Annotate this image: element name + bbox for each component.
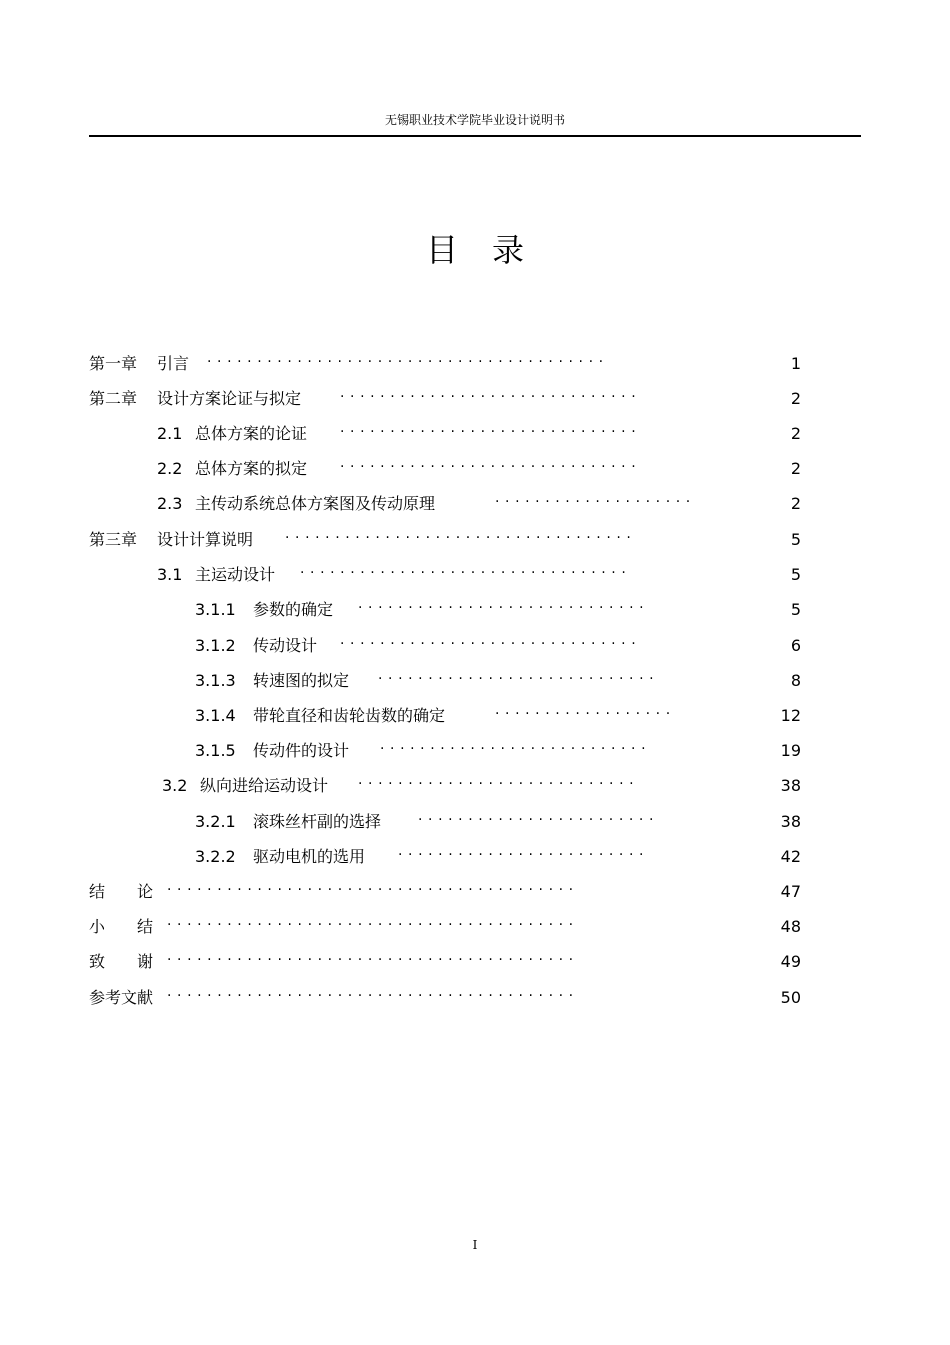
toc-entry xyxy=(0,458,950,480)
toc-dot-leader: · · · · · · · · · · · · · · · · · · · · · · · · · · · · · xyxy=(358,600,650,616)
toc-entry-number: 3.1.3 xyxy=(195,671,236,690)
toc-dot-leader: · · · · · · · · · · · · · · · · · · · · · · · · · · · · · · · · · · · xyxy=(285,530,637,546)
toc-entry-label: 转速图的拟定 xyxy=(253,671,350,690)
toc-dot-leader: · · · · · · · · · · · · · · · · · · · · · · · · · xyxy=(398,847,650,863)
toc-entry-page: 5 xyxy=(790,565,801,584)
toc-dot-leader: · · · · · · · · · · · · · · · · · · · · · · · · · · · · · · xyxy=(340,636,642,652)
toc-entry-page: 47 xyxy=(780,882,801,901)
toc-entry-page: 49 xyxy=(780,952,801,971)
toc-entry-page: 38 xyxy=(780,812,801,831)
toc-entry-number: 3.2.2 xyxy=(195,847,236,866)
toc-entry-page: 5 xyxy=(790,530,801,549)
toc-entry-label: 传动设计 xyxy=(253,636,318,655)
toc-entry xyxy=(0,846,950,868)
toc-entry-label: 参数的确定 xyxy=(253,600,334,619)
toc-entry-page: 2 xyxy=(790,494,801,513)
toc-entry-label: 总体方案的论证 xyxy=(195,424,308,443)
toc-entry-page: 2 xyxy=(790,389,801,408)
toc-entry-label: 设计计算说明 xyxy=(157,530,254,549)
toc-entry-label: 参考文献 xyxy=(89,988,154,1007)
toc-dot-leader: · · · · · · · · · · · · · · · · · · · · · · · · · · · · xyxy=(378,671,660,687)
toc-entry-number: 第二章 xyxy=(89,389,138,408)
toc-entry xyxy=(0,423,950,445)
toc-entry xyxy=(0,987,950,1009)
toc-entry-page: 12 xyxy=(780,706,801,725)
toc-entry xyxy=(0,493,950,515)
toc-entry-label: 小 结 xyxy=(89,917,154,936)
toc-entry-number: 2.1 xyxy=(157,424,183,443)
toc-entry-label: 纵向进给运动设计 xyxy=(200,776,329,795)
toc-dot-leader: · · · · · · · · · · · · · · · · · · · · · · · · · · · xyxy=(380,741,652,757)
toc-entry-page: 6 xyxy=(790,636,801,655)
toc-dot-leader: · · · · · · · · · · · · · · · · · · · · · · · · · · · · · · · · · · · · · · · · xyxy=(207,354,609,370)
toc-dot-leader: · · · · · · · · · · · · · · · · · · · · · · · · · · · · · · · · · · · · · · · · · xyxy=(167,882,579,898)
toc-dot-leader: · · · · · · · · · · · · · · · · · · · · · · · · · · · · · · · · · xyxy=(300,565,632,581)
toc-entry-number: 2.3 xyxy=(157,494,183,513)
toc-entry-page: 2 xyxy=(790,459,801,478)
toc-entry-page: 8 xyxy=(790,671,801,690)
toc-entry xyxy=(0,811,950,833)
toc-entry-label: 带轮直径和齿轮齿数的确定 xyxy=(253,706,446,725)
running-header: 无锡职业技术学院毕业设计说明书 xyxy=(384,113,565,127)
toc-entry-label: 结 论 xyxy=(89,882,154,901)
toc-entry-label: 致 谢 xyxy=(89,952,154,971)
toc-entry-number: 3.1.5 xyxy=(195,741,236,760)
toc-entry-label: 主运动设计 xyxy=(195,565,276,584)
toc-entry xyxy=(0,599,950,621)
toc-entry-number: 2.2 xyxy=(157,459,183,478)
toc-entry-page: 5 xyxy=(790,600,801,619)
toc-entry-page: 48 xyxy=(780,917,801,936)
toc-entry-number: 第三章 xyxy=(89,530,138,549)
toc-title: 目录 xyxy=(425,231,558,269)
toc-entry xyxy=(0,635,950,657)
toc-entry xyxy=(0,705,950,727)
toc-entry xyxy=(0,951,950,973)
toc-entry-label: 设计方案论证与拟定 xyxy=(157,389,302,408)
toc-entry xyxy=(0,564,950,586)
toc-dot-leader: · · · · · · · · · · · · · · · · · · xyxy=(495,706,676,722)
toc-entry-number: 3.1 xyxy=(157,565,183,584)
toc-entry xyxy=(0,670,950,692)
toc-dot-leader: · · · · · · · · · · · · · · · · · · · · · · · · · · · · · · xyxy=(340,389,642,405)
toc-entry-number: 3.1.2 xyxy=(195,636,236,655)
header-rule xyxy=(89,135,861,137)
toc-entry-page: 19 xyxy=(780,741,801,760)
toc-entry xyxy=(0,740,950,762)
toc-entry-page: 2 xyxy=(790,424,801,443)
toc-entry xyxy=(0,529,950,551)
toc-entry-label: 传动件的设计 xyxy=(253,741,350,760)
toc-dot-leader: · · · · · · · · · · · · · · · · · · · · · · · · · · · · xyxy=(358,776,640,792)
toc-entry-number: 3.2 xyxy=(162,776,188,795)
toc-entry xyxy=(0,353,950,375)
page-number: I xyxy=(472,1238,478,1252)
toc-entry-label: 滚珠丝杆副的选择 xyxy=(253,812,382,831)
toc-entry-number: 第一章 xyxy=(89,354,138,373)
toc-dot-leader: · · · · · · · · · · · · · · · · · · · · · · · · · · · · · · xyxy=(340,459,642,475)
toc-entry xyxy=(0,916,950,938)
toc-dot-leader: · · · · · · · · · · · · · · · · · · · · · · · · · · · · · · xyxy=(340,424,642,440)
toc-entry xyxy=(0,881,950,903)
toc-entry-page: 38 xyxy=(780,776,801,795)
toc-entry-label: 引言 xyxy=(157,354,190,373)
toc-entry-label: 总体方案的拟定 xyxy=(195,459,308,478)
toc-entry-label: 主传动系统总体方案图及传动原理 xyxy=(195,494,436,513)
toc-entry xyxy=(0,775,950,797)
toc-entry-label: 驱动电机的选用 xyxy=(253,847,366,866)
toc-dot-leader: · · · · · · · · · · · · · · · · · · · · · · · · · · · · · · · · · · · · · · · · · xyxy=(167,988,579,1004)
toc-dot-leader: · · · · · · · · · · · · · · · · · · · · · · · · xyxy=(418,812,660,828)
toc-dot-leader: · · · · · · · · · · · · · · · · · · · · · · · · · · · · · · · · · · · · · · · · · xyxy=(167,917,579,933)
toc-entry-number: 3.1.4 xyxy=(195,706,236,725)
toc-entry-page: 50 xyxy=(780,988,801,1007)
toc-entry-page: 1 xyxy=(790,354,801,373)
toc-dot-leader: · · · · · · · · · · · · · · · · · · · · xyxy=(495,494,696,510)
toc-dot-leader: · · · · · · · · · · · · · · · · · · · · · · · · · · · · · · · · · · · · · · · · · xyxy=(167,952,579,968)
toc-entry xyxy=(0,388,950,410)
toc-entry-page: 42 xyxy=(780,847,801,866)
toc-entry-number: 3.2.1 xyxy=(195,812,236,831)
toc-entry-number: 3.1.1 xyxy=(195,600,236,619)
